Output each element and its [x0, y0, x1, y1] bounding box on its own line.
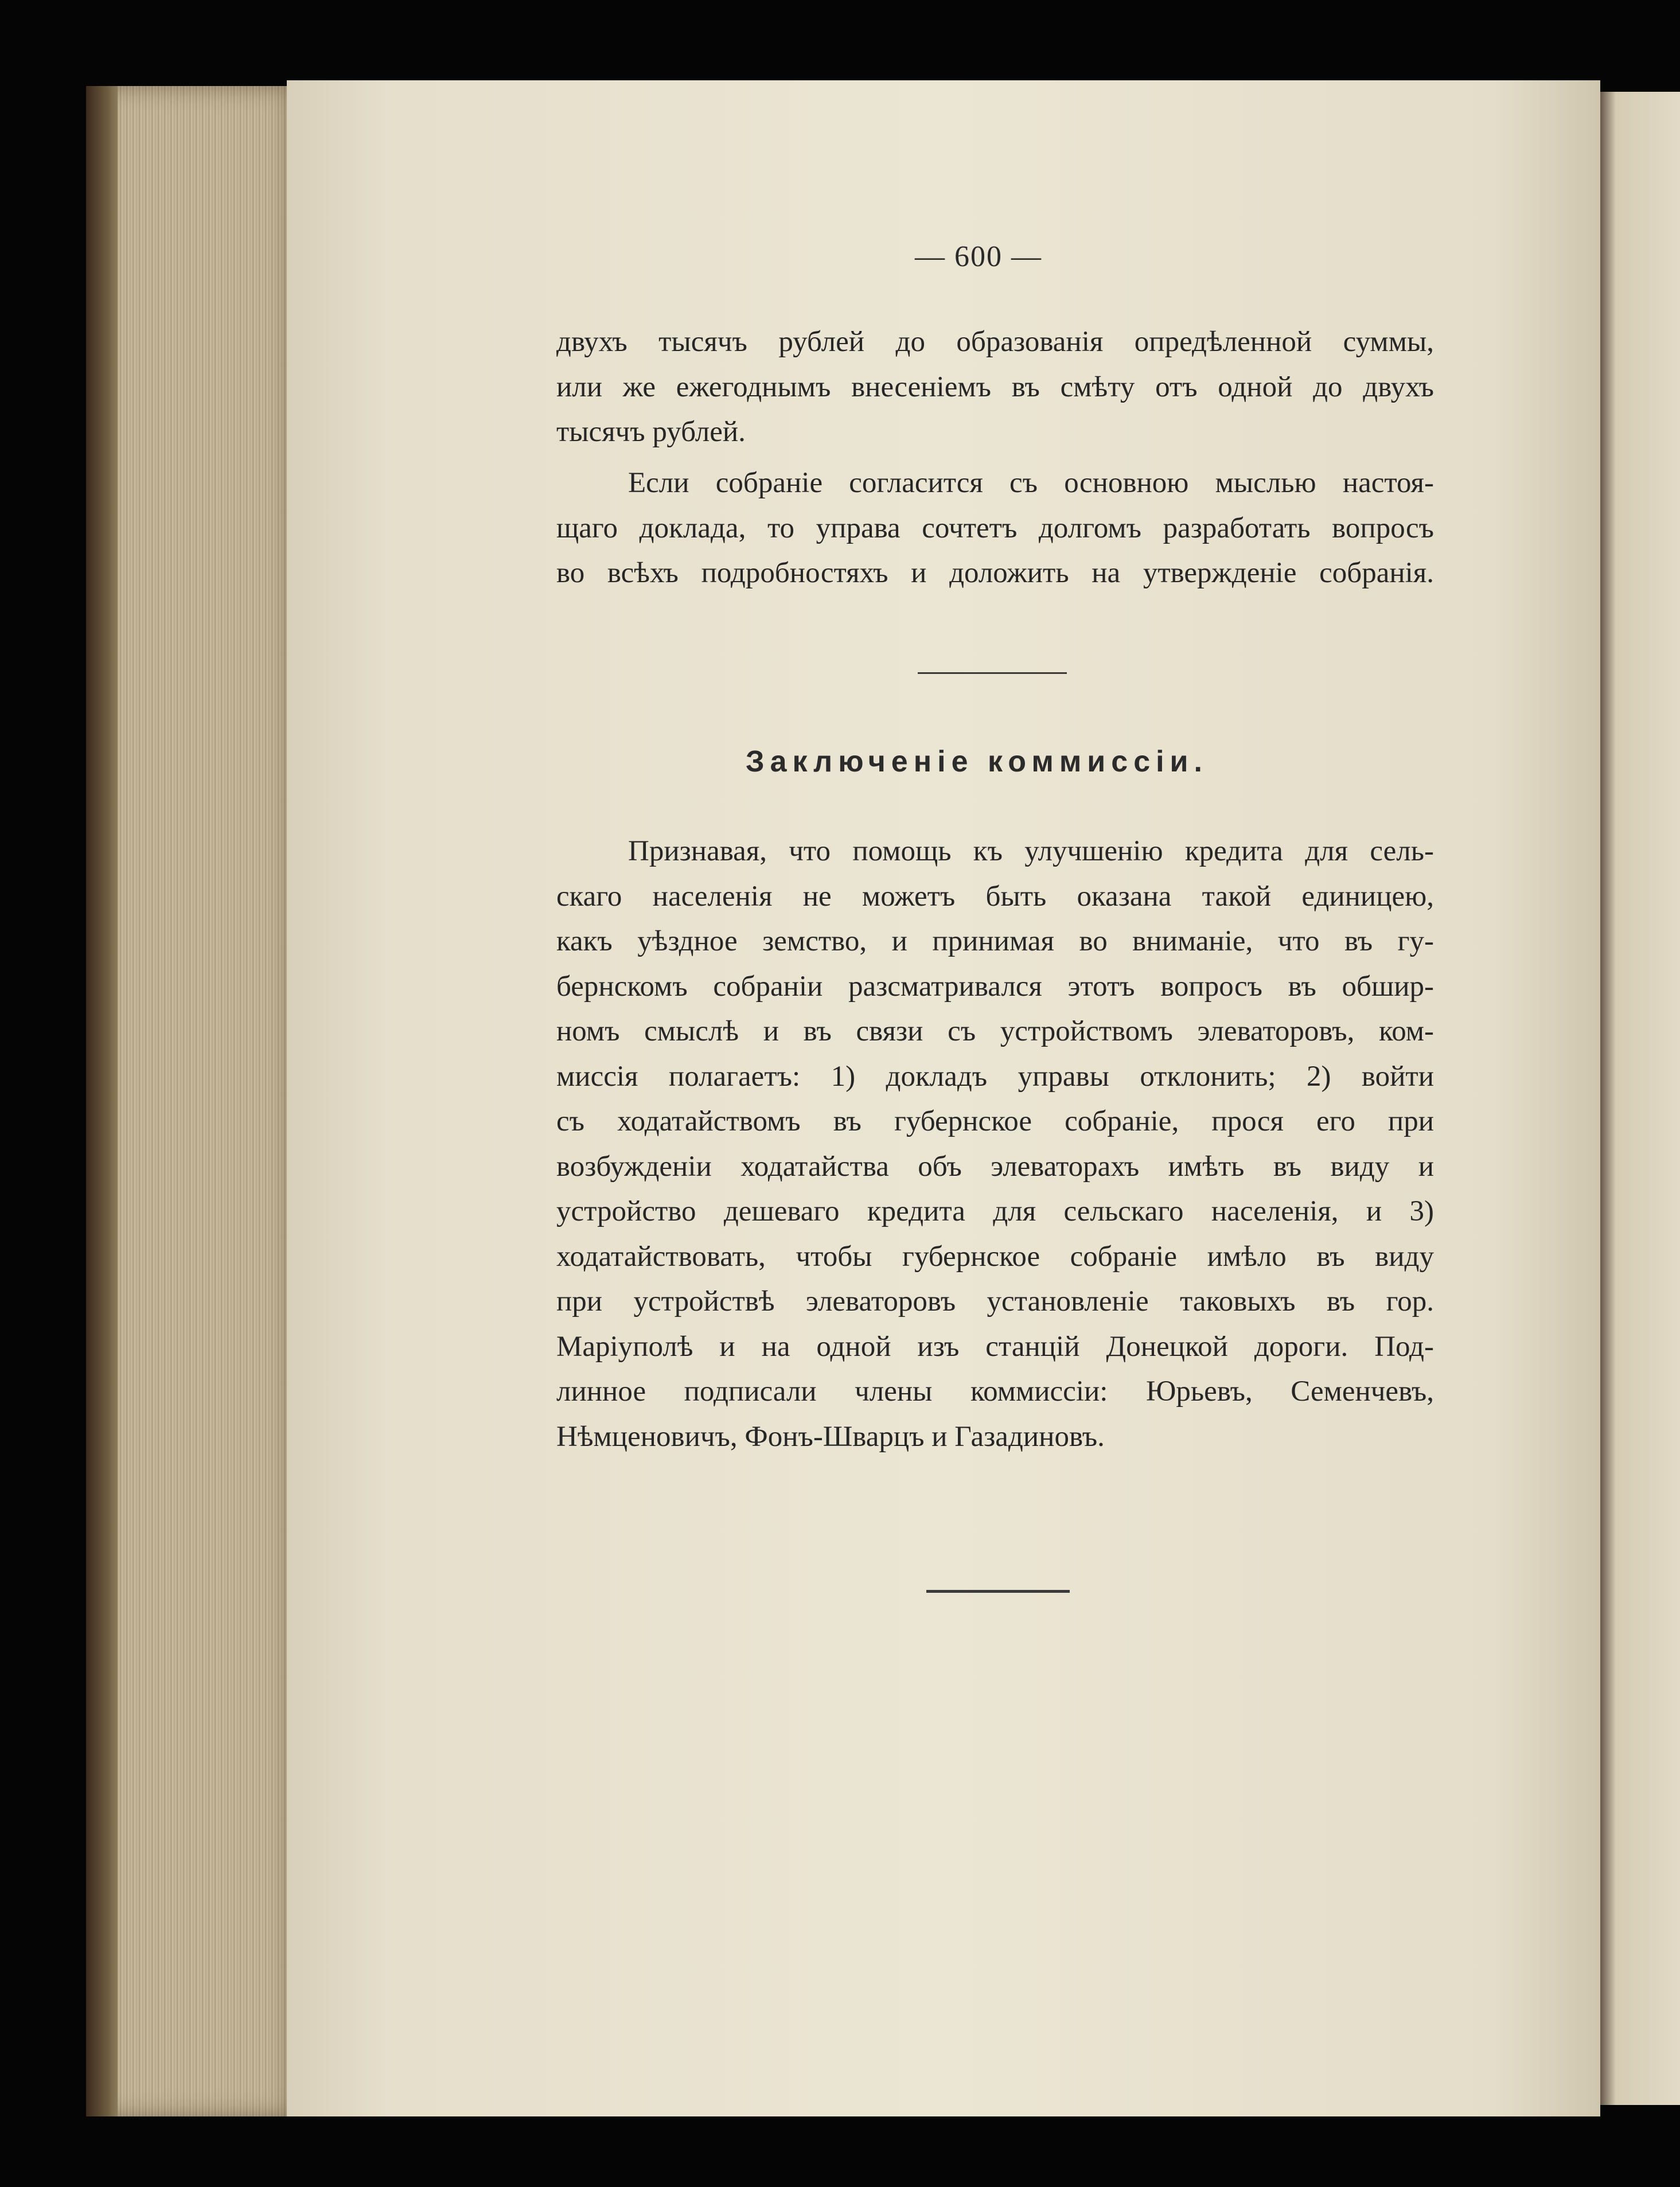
text-line: Если собраніе согласится съ основною мыслью настоя- — [628, 467, 1434, 499]
text-line: номъ смыслѣ и въ связи съ устройствомъ элеваторовъ, ком- — [556, 1015, 1434, 1047]
book-fore-edge — [118, 86, 307, 2116]
page-number: — 600 — — [915, 240, 1042, 273]
end-divider — [926, 1590, 1070, 1593]
text-line: Нѣмценовичъ, Фонъ-Шварцъ и Газадиновъ. — [556, 1420, 1105, 1453]
text-line: во всѣхъ подробностяхъ и доложить на утвержденіе собранія. — [556, 557, 1434, 589]
top-paragraph — [556, 319, 1434, 455]
text-line: Признавая, что помощь къ улучшенію кредита для сель- — [628, 835, 1434, 867]
text-line: или же ежегоднымъ внесеніемъ въ смѣту отъ одной до двухъ — [556, 371, 1434, 403]
text-line: скаго населенія не можетъ быть оказана такой единицею, — [556, 880, 1434, 913]
text-line: съ ходатайствомъ въ губернское собраніе, прося его при — [556, 1105, 1434, 1137]
second-paragraph — [556, 461, 1434, 596]
next-page-edge — [1595, 92, 1680, 2105]
text-line: двухъ тысячъ рублей до образованія опредѣленной суммы, — [556, 326, 1434, 358]
text-line: щаго доклада, то управа сочтетъ долгомъ разработать вопросъ — [556, 512, 1434, 544]
section-divider — [918, 672, 1067, 674]
text-line: тысячъ рублей. — [556, 416, 746, 448]
text-line: Маріуполѣ и на одной изъ станцій Донецкой дороги. Под- — [556, 1330, 1434, 1363]
conclusion-paragraph — [556, 829, 1434, 1459]
section-heading: Заключеніе коммиссіи. — [746, 745, 1208, 778]
text-line: ходатайствовать, чтобы губернское собраніе имѣло въ виду — [556, 1240, 1434, 1273]
text-line: бернскомъ собраніи разсматривался этотъ вопросъ въ обшир- — [556, 970, 1434, 1003]
text-line: линное подписали члены коммиссіи: Юрьевъ, Семенчевъ, — [556, 1375, 1434, 1408]
text-line: какъ уѣздное земство, и принимая во вниманіе, что въ гу- — [556, 925, 1434, 957]
text-line: при устройствѣ элеваторовъ установленіе таковыхъ въ гор. — [556, 1285, 1434, 1317]
text-line: возбужденіи ходатайства объ элеваторахъ имѣть въ виду и — [556, 1150, 1434, 1183]
text-line: устройство дешеваго кредита для сельскаго населенія, и 3) — [556, 1195, 1434, 1227]
text-line: миссія полагаетъ: 1) докладъ управы отклонить; 2) войти — [556, 1060, 1434, 1093]
